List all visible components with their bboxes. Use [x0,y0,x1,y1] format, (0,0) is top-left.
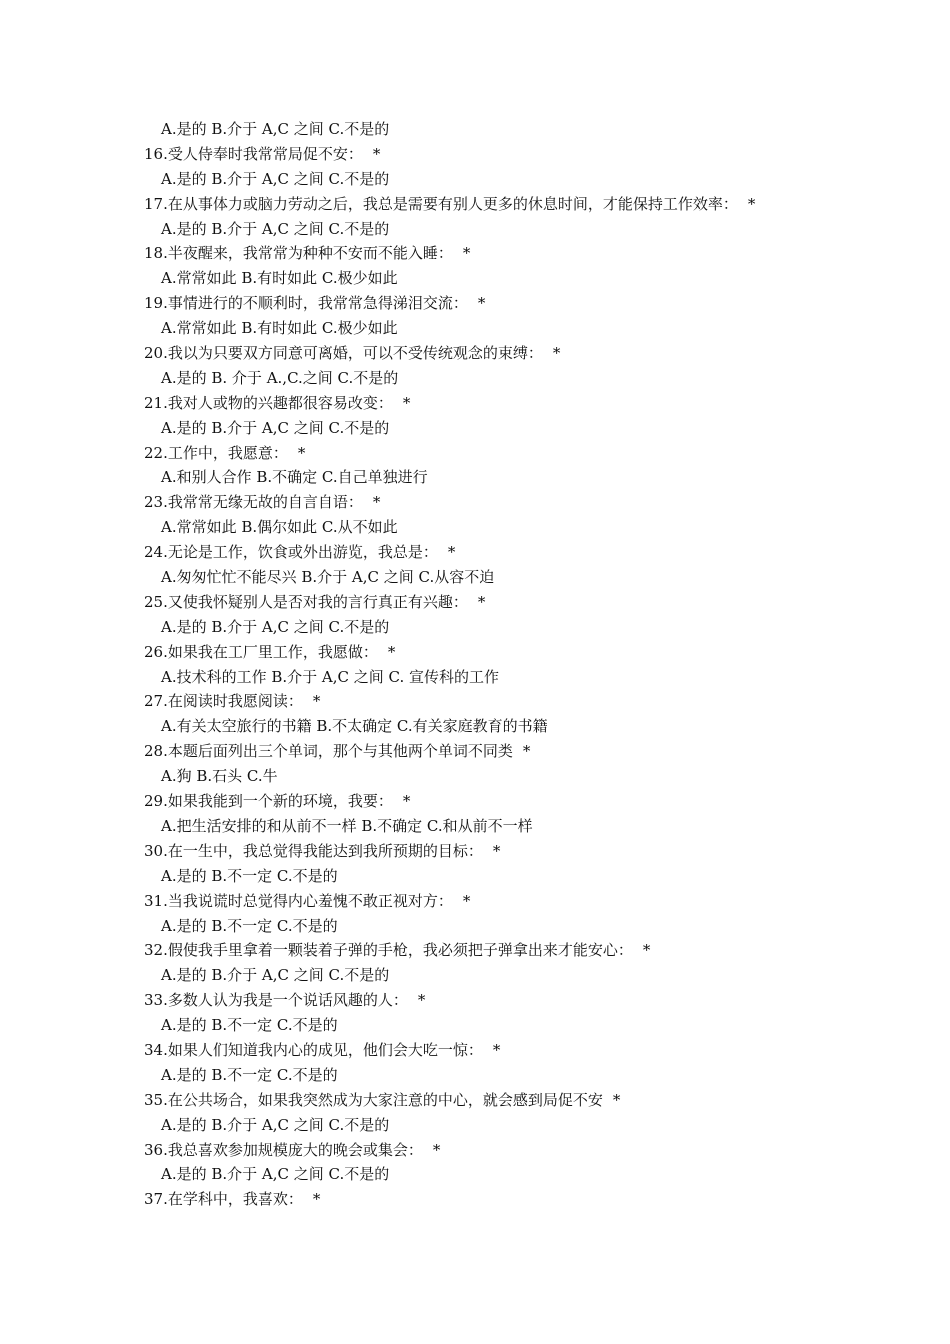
answer-text: A.是的 B.介于 A,C 之间 C.不是的 [161,169,390,188]
question-line [0,640,950,665]
answer-text: A.匆匆忙忙不能尽兴 B.介于 A,C 之间 C.从容不迫 [161,568,495,587]
required-marker: * [402,393,411,412]
required-marker: * [432,1140,441,1159]
answer-text: A.把生活安排的和从前不一样 B.不确定 C.和从前不一样 [161,816,533,835]
question-text: 19.事情进行的不顺利时，我常常急得涕泪交流： [144,294,468,313]
answer-text: A.是的 B.介于 A,C 之间 C.不是的 [161,617,390,636]
answer-options [0,167,950,192]
question-line [0,192,950,217]
question-line [0,490,950,515]
question-line [0,938,950,963]
answer-options [0,366,950,391]
answer-text: A.是的 B.介于 A,C 之间 C.不是的 [161,966,390,985]
required-marker: * [372,493,381,512]
required-marker: * [522,742,531,761]
required-marker: * [642,941,651,960]
question-text: 37.在学科中，我喜欢： [144,1190,303,1209]
question-line [0,839,950,864]
required-marker: * [492,841,501,860]
question-text: 28.本题后面列出三个单词，那个与其他两个单词不同类 [144,742,513,761]
question-line [0,689,950,714]
answer-text: A.是的 B.介于 A,C 之间 C.不是的 [161,1115,390,1134]
answer-text: A.是的 B.介于 A,C 之间 C.不是的 [161,219,390,238]
question-line [0,391,950,416]
answer-text: A.是的 B.介于 A,C 之间 C.不是的 [161,120,390,138]
answer-text: A.是的 B.不一定 C.不是的 [161,1065,338,1084]
question-text: 25.又使我怀疑别人是否对我的言行真正有兴趣： [144,592,468,611]
answer-options [0,814,950,839]
required-marker: * [417,991,426,1010]
question-line [0,739,950,764]
question-line [0,291,950,316]
question-text: 26.如果我在工厂里工作，我愿做： [144,642,378,661]
question-text: 20.我以为只要双方同意可离婚，可以不受传统观念的束缚： [144,344,543,363]
answer-options [0,117,950,142]
required-marker: * [297,443,306,462]
answer-text: A.技术科的工作 B.介于 A,C 之间 C. 宣传科的工作 [161,667,500,686]
question-text: 24.无论是工作，饮食或外出游览，我总是： [144,543,438,562]
answer-options [0,1063,950,1088]
question-text: 21.我对人或物的兴趣都很容易改变： [144,393,393,412]
question-text: 23.我常常无缘无故的自言自语： [144,493,363,512]
question-line [0,241,950,266]
question-text: 36.我总喜欢参加规模庞大的晚会或集会： [144,1140,423,1159]
answer-text: A.和别人合作 B.不确定 C.自己单独进行 [161,468,428,487]
answer-text: A.是的 B.介于 A,C 之间 C.不是的 [161,1165,390,1184]
required-marker: * [462,891,471,910]
answer-options [0,266,950,291]
answer-options [0,1162,950,1187]
question-text: 27.在阅读时我愿阅读： [144,692,303,711]
answer-options [0,914,950,939]
answer-options [0,764,950,789]
question-text: 34.如果人们知道我内心的成见，他们会大吃一惊： [144,1040,483,1059]
answer-text: A.常常如此 B.偶尔如此 C.从不如此 [161,518,398,537]
answer-text: A.是的 B. 介于 A.,C.之间 C.不是的 [161,368,399,387]
question-text: 30.在一生中，我总觉得我能达到我所预期的目标： [144,841,483,860]
question-text: 33.多数人认为我是一个说话风趣的人： [144,991,408,1010]
answer-options [0,665,950,690]
question-line [0,1038,950,1063]
answer-text: A.有关太空旅行的书籍 B.不太确定 C.有关家庭教育的书籍 [161,717,548,736]
question-line [0,540,950,565]
answer-text: A.常常如此 B.有时如此 C.极少如此 [161,269,398,288]
required-marker: * [447,543,456,562]
question-line [0,1187,950,1212]
answer-text: A.狗 B.石头 C.牛 [161,767,278,786]
question-line [0,590,950,615]
question-line [0,1138,950,1163]
answer-options [0,416,950,441]
required-marker: * [747,194,756,213]
answer-options [0,465,950,490]
required-marker: * [372,144,381,163]
question-line [0,441,950,466]
answer-options [0,864,950,889]
answer-text: A.是的 B.不一定 C.不是的 [161,916,338,935]
required-marker: * [402,792,411,811]
question-text: 22.工作中，我愿意： [144,443,288,462]
answer-text: A.是的 B.不一定 C.不是的 [161,866,338,885]
answer-options [0,615,950,640]
required-marker: * [312,1190,321,1209]
required-marker: * [552,344,561,363]
answer-options [0,963,950,988]
question-text: 16.受人侍奉时我常常局促不安： [144,144,363,163]
question-line [0,341,950,366]
question-text: 32.假使我手里拿着一颗装着子弹的手枪，我必须把子弹拿出来才能安心： [144,941,633,960]
question-text: 29.如果我能到一个新的环境，我要： [144,792,393,811]
required-marker: * [477,592,486,611]
question-line [0,889,950,914]
question-line [0,988,950,1013]
answer-text: A.是的 B.不一定 C.不是的 [161,1016,338,1035]
answer-options [0,515,950,540]
question-text: 31.当我说谎时总觉得内心羞愧不敢正视对方： [144,891,453,910]
answer-text: A.是的 B.介于 A,C 之间 C.不是的 [161,418,390,437]
question-text: 18.半夜醒来，我常常为种种不安而不能入睡： [144,244,453,263]
answer-options [0,1113,950,1138]
question-line [0,142,950,167]
required-marker: * [477,294,486,313]
answer-text: A.常常如此 B.有时如此 C.极少如此 [161,319,398,338]
answer-options [0,565,950,590]
question-text: 17.在从事体力或脑力劳动之后，我总是需要有别人更多的休息时间，才能保持工作效率： [144,194,738,213]
answer-options [0,714,950,739]
answer-options [0,217,950,242]
required-marker: * [387,642,396,661]
answer-options [0,1013,950,1038]
question-line [0,789,950,814]
answer-options [0,316,950,341]
required-marker: * [462,244,471,263]
required-marker: * [612,1090,621,1109]
question-line [0,1088,950,1113]
question-text: 35.在公共场合，如果我突然成为大家注意的中心，就会感到局促不安 [144,1090,603,1109]
questionnaire-page [0,117,950,1212]
required-marker: * [312,692,321,711]
required-marker: * [492,1040,501,1059]
